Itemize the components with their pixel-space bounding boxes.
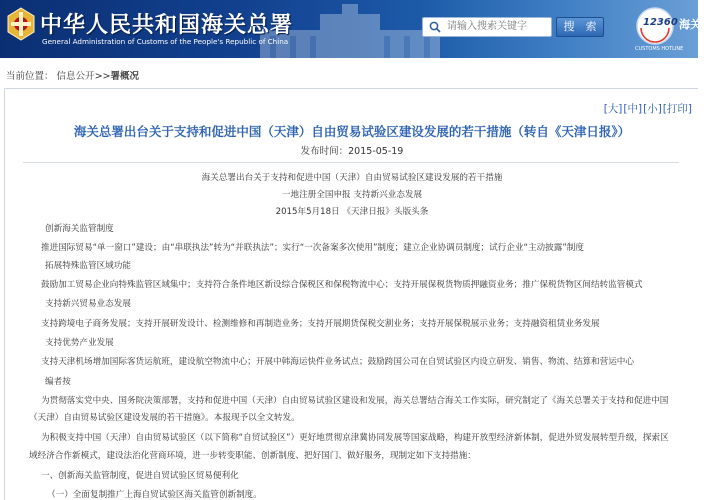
breadcrumb-item-current[interactable]: 署概况 [110, 71, 139, 82]
paragraph: 鼓励加工贸易企业向特殊监管区域集中；支持符合条件地区新设综合保税区和保税物流中心；支持开展保税货物质押融资业务；推广保税货物区间结转监管模式 [41, 280, 643, 290]
font-medium-button[interactable]: [中] [623, 103, 643, 115]
publish-info [5, 143, 699, 157]
paragraph: 域经济合作新模式，建设法治化营商环境，进一步转变职能、创新制度、把好国门、做好服务，现制定如下支持措施： [29, 451, 476, 461]
title-divider [23, 162, 679, 163]
intro-line: 海关总署出台关于支持和促进中国（天津）自由贸易试验区建设发展的若干措施 [201, 173, 503, 183]
section-heading: 支持优势产业发展 [45, 338, 114, 348]
site-subtitle: General Administration of Customs of the People's Republic of China [42, 37, 289, 46]
paragraph: 推进国际贸易“单一窗口”建设；由“串联执法”转为“并联执法”；实行“一次备案多次使用”制度；建立企业协调员制度；试行企业“主动披露”制度 [41, 243, 584, 253]
search-box [422, 17, 552, 37]
breadcrumb-item-info[interactable]: 信息公开 [56, 71, 95, 82]
print-button[interactable]: [打印] [662, 103, 692, 115]
breadcrumb-separator: >> [94, 71, 111, 82]
publish-label: 发布时间： [300, 146, 349, 157]
paragraph: 为贯彻落实党中央、国务院决策部署，支持和促进中国（天津）自由贸易试验区建设和发展，海关总署结合海关工作实际，研究制定了《海关总署关于支持和促进中国 [41, 396, 669, 406]
search-input[interactable] [447, 18, 551, 36]
hotline-label: 海关热 [679, 18, 712, 31]
article-title: 海关总署出台关于支持和促进中国（天津）自由贸易试验区建设发展的若干措施（转自《天津日报》） [73, 124, 631, 139]
paragraph: 支持跨境电子商务发展；支持开展研发设计、检测维修和再制造业务；支持开展期货保税交割业务；支持开展保税展示业务；支持融资租赁业务发展 [41, 319, 600, 329]
site-title[interactable]: 中华人民共和国海关总署 [40, 13, 294, 38]
font-small-button[interactable]: [小] [643, 103, 662, 115]
section-heading: 创新海关监管制度 [45, 224, 114, 234]
paragraph: （天津）自由贸易试验区建设发展的若干措施》。本报现予以全文转发。 [29, 413, 300, 423]
section-heading: 支持新兴贸易业态发展 [45, 299, 131, 309]
intro-line: 一地注册全国申报 支持新兴业态发展 [281, 190, 423, 200]
hotline-number: 12360 [643, 17, 678, 28]
breadcrumb-label: 当前位置： [6, 71, 54, 82]
article-container [4, 88, 698, 500]
search-button[interactable]: 搜 索 [556, 17, 604, 37]
intro-line: 2015年5月18日 《天津日报》头版头条 [275, 207, 429, 217]
font-size-tools [603, 101, 692, 116]
search-icon [429, 21, 441, 33]
customs-emblem-icon[interactable] [4, 6, 38, 42]
hotline-badge[interactable] [611, 4, 712, 54]
paragraph: 一、创新海关监管制度，促进自贸试验区贸易便利化 [41, 471, 239, 481]
paragraph: 为积极支持中国（天津）自由贸易试验区（以下简称“自贸试验区”）更好地贯彻京津冀协同发展等国家战略，构建开放型经济新体制，促进外贸发展转型升级，探索区 [41, 433, 669, 443]
font-large-button[interactable]: [大] [603, 103, 623, 115]
publish-date: 2015-05-19 [348, 146, 404, 157]
section-heading: 拓展特殊监管区域功能 [45, 261, 131, 271]
paragraph: 支持天津机场增加国际客货运航班，建设航空物流中心；开展中韩海运快件业务试点；鼓励跨国公司在自贸试验区内设立研发、销售、物流、结算和营运中心 [41, 357, 634, 367]
site-header [0, 0, 712, 58]
paragraph: （一）全面复制推广上海自贸试验区海关监管创新制度。 [47, 490, 262, 500]
hotline-subtitle: CUSTOMS HOTLINE [635, 46, 684, 52]
section-heading: 编者按 [45, 377, 71, 387]
breadcrumb [6, 68, 139, 82]
